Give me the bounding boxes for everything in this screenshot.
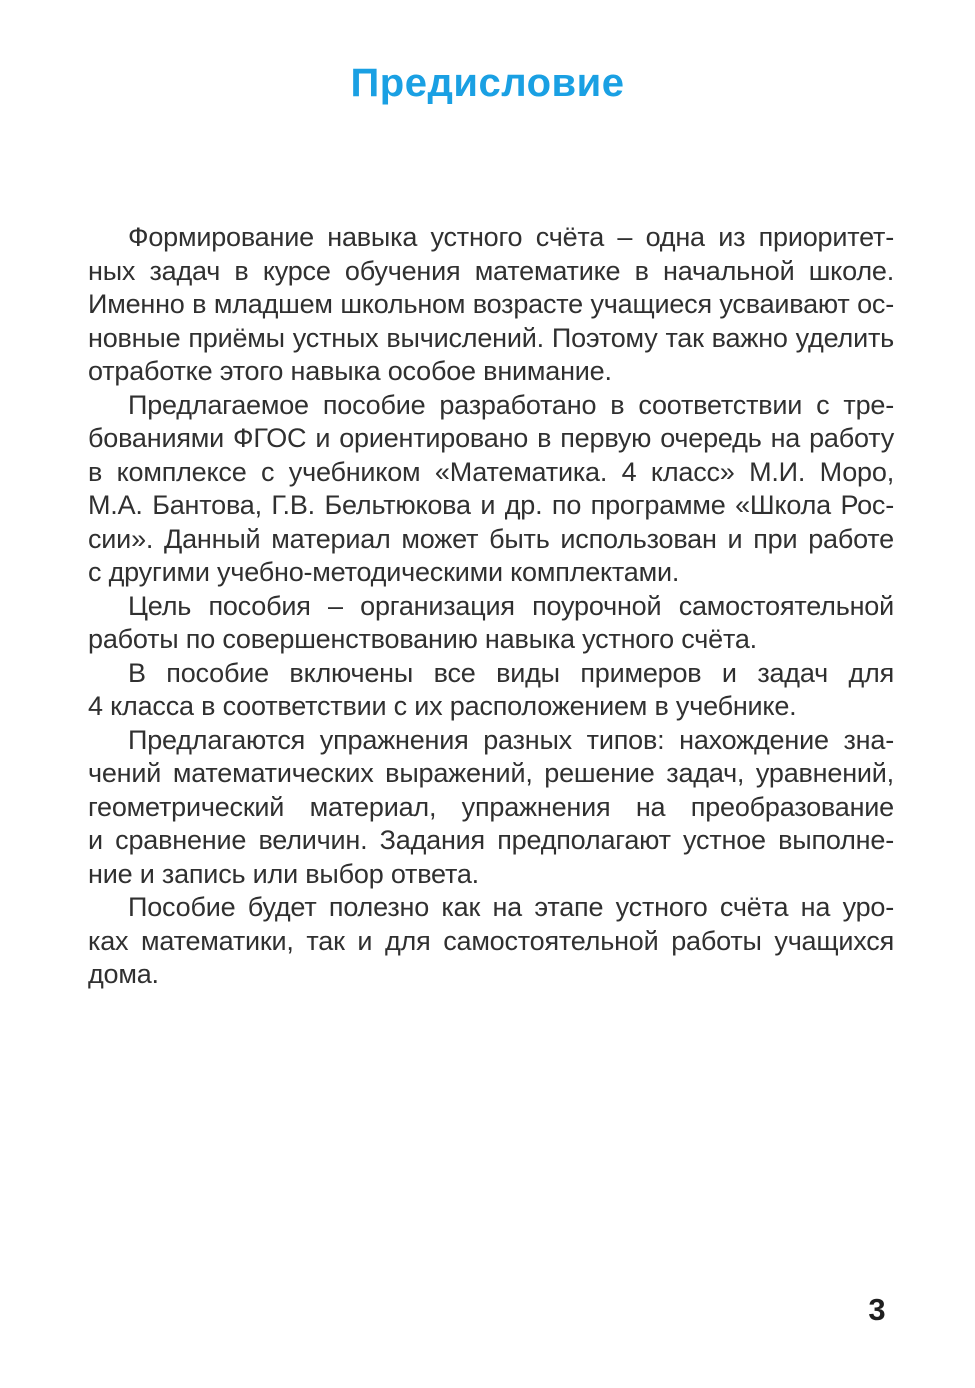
text-line: Именно в младшем школьном возрасте учащиеся усваивают ос- (88, 289, 894, 319)
text-line: отработке этого навыка особое внимание. (88, 356, 612, 386)
preface-body-text (88, 221, 894, 992)
text-line: Пособие будет полезно как на этапе устного счёта на уро- (128, 892, 894, 922)
text-line: ние и запись или выбор ответа. (88, 858, 479, 889)
text-line: новные приёмы устных вычислений. Поэтому так важно уделить (88, 322, 894, 353)
text-line: М.А. Бантова, Г.В. Бельтюкова и др. по программе «Школа Рос- (88, 490, 894, 520)
paragraph (88, 724, 894, 892)
text-line: Предлагаемое пособие разработано в соответствии с тре- (128, 389, 894, 420)
text-line: ных задач в курсе обучения математике в начальной школе. (88, 255, 894, 286)
text-line: бованиями ФГОС и ориентировано в первую очередь на работу (88, 423, 894, 453)
text-line: 4 класса в соответствии с их расположением в учебнике. (88, 691, 797, 721)
text-line: геометрический материал, упражнения на преобразование (88, 791, 894, 822)
text-line: Предлагаются упражнения разных типов: нахождение зна- (128, 724, 894, 755)
text-line: Формирование навыка устного счёта – одна из приоритет- (128, 222, 894, 252)
paragraph (88, 891, 894, 992)
paragraph (88, 389, 894, 590)
text-line: сии». Данный материал может быть использован и при работе (88, 523, 894, 554)
text-line: и сравнение величин. Задания предполагают устное выполне- (88, 825, 894, 855)
page-number: 3 (868, 1292, 886, 1327)
page-title: Предисловие (350, 61, 625, 105)
paragraph (88, 221, 894, 389)
text-line: дома. (88, 959, 159, 989)
paragraph (88, 657, 894, 724)
text-line: чений математических выражений, решение задач, уравнений, (88, 758, 894, 788)
text-line: работы по совершенствованию навыка устного счёта. (88, 624, 757, 654)
text-line: Цель пособия – организация поурочной самостоятельной (128, 590, 894, 621)
text-line: в комплексе с учебником «Математика. 4 класс» М.И. Моро, (88, 456, 894, 487)
text-line: с другими учебно-методическими комплектами. (88, 557, 680, 587)
text-line: В пособие включены все виды примеров и задач для (128, 657, 894, 688)
text-line: ках математики, так и для самостоятельной работы учащихся (88, 925, 894, 956)
paragraph (88, 590, 894, 657)
